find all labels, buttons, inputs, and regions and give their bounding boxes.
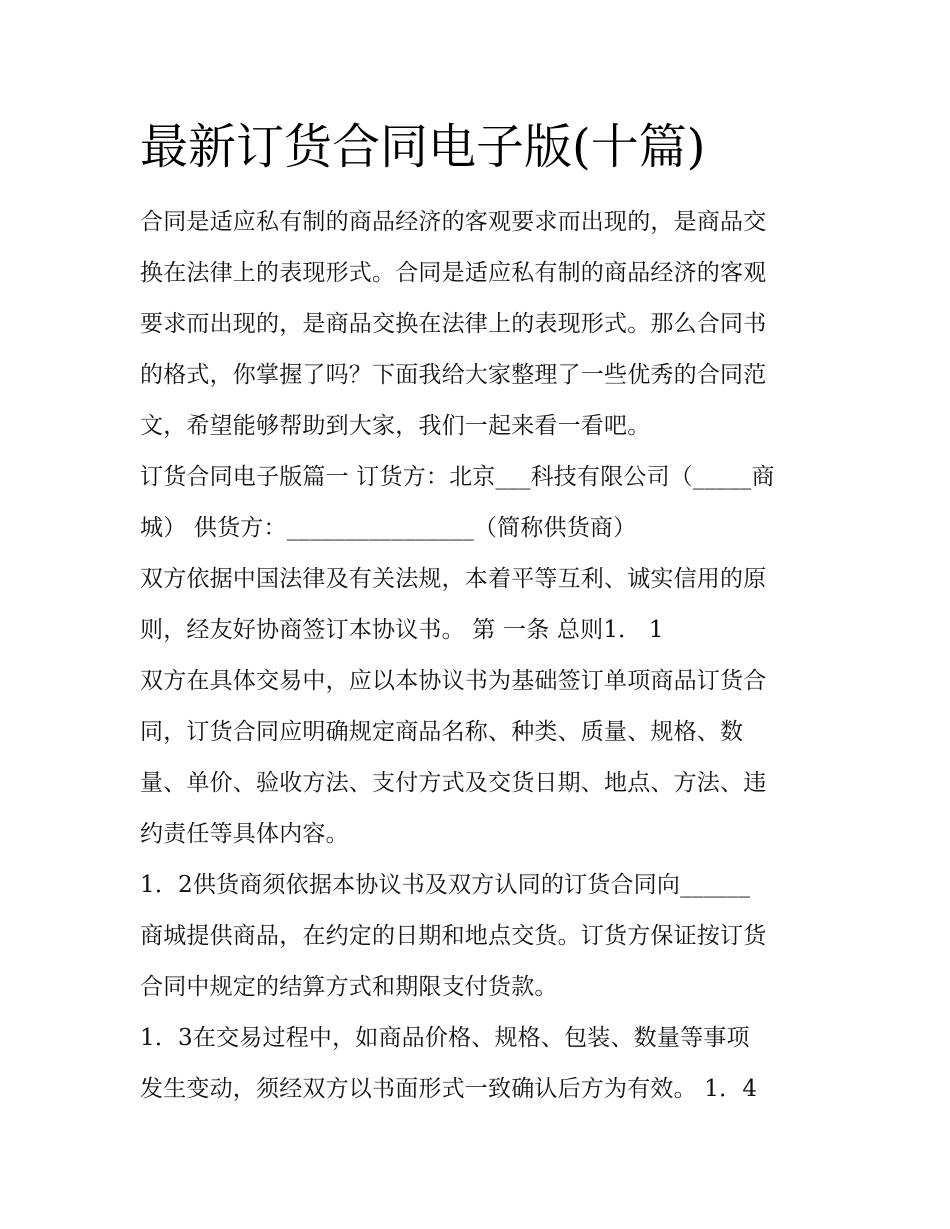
body-line: 订货合同电子版篇一 订货方：北京___科技有限公司（_____商: [140, 464, 775, 490]
body-line: 文，希望能够帮助到大家，我们一起来看一看吧。: [140, 413, 651, 439]
body-line: 则，经友好协商签订本协议书。 第 一条 总则1． 1: [140, 617, 664, 643]
body-line: 1．2供货商须依据本协议书及双方认同的订货合同向______: [140, 872, 751, 898]
body-line: 双方依据中国法律及有关法规，本着平等互利、诚实信用的原: [140, 566, 767, 592]
document-title: 最新订货合同电子版(十篇): [140, 119, 706, 175]
body-line: 要求而出现的，是商品交换在法律上的表现形式。那么合同书: [140, 311, 767, 337]
body-line: 双方在具体交易中，应以本协议书为基础签订单项商品订货合: [140, 668, 767, 694]
body-line: 1．3在交易过程中，如商品价格、规格、包装、数量等事项: [140, 1025, 750, 1051]
body-line: 城） 供货方：________________（简称供货商）: [140, 515, 637, 541]
body-line: 发生变动，须经双方以书面形式一致确认后方为有效。 1．4: [140, 1076, 758, 1102]
body-line: 同，订货合同应明确规定商品名称、种类、质量、规格、数: [140, 719, 744, 745]
body-line: 商城提供商品，在约定的日期和地点交货。订货方保证按订货: [140, 923, 767, 949]
body-line: 约责任等具体内容。: [140, 821, 349, 847]
body-line: 量、单价、验收方法、支付方式及交货日期、地点、方法、违: [140, 770, 767, 796]
body-line: 换在法律上的表现形式。合同是适应私有制的商品经济的客观: [140, 260, 767, 286]
body-line: 合同是适应私有制的商品经济的客观要求而出现的，是商品交: [140, 209, 767, 235]
body-line: 合同中规定的结算方式和期限支付货款。: [140, 974, 558, 1000]
body-line: 的格式，你掌握了吗？下面我给大家整理了一些优秀的合同范: [140, 362, 767, 388]
